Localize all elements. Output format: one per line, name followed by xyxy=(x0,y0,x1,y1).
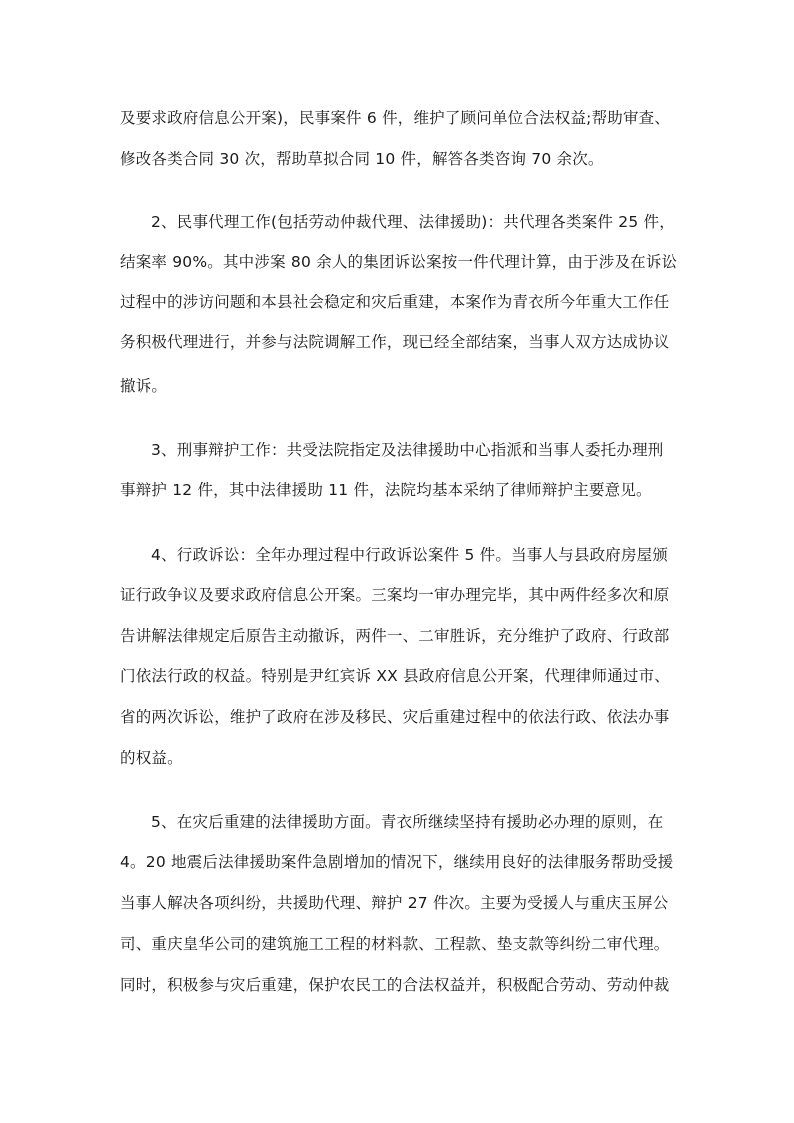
text-line: 门依法行政的权益。特别是尹红宾诉 XX 县政府信息公开案，代理律师通过市、 xyxy=(120,667,670,685)
paragraph-5-start: 5、在灾后重建的法律援助方面。青衣所继续坚持有援助必办理的原则，在 xyxy=(151,813,664,831)
text-line: 告讲解法律规定后原告主动撤诉，两件一、二审胜诉，充分维护了政府、行政部 xyxy=(120,627,670,645)
text-line: 修改各类合同 30 次，帮助草拟合同 10 件，解答各类咨询 70 余次。 xyxy=(120,150,604,168)
text-line: 4。20 地震后法律援助案件急剧增加的情况下，继续用良好的法律服务帮助受援 xyxy=(120,853,674,871)
text-line: 撤诉。 xyxy=(120,377,168,395)
paragraph-4-start: 4、行政诉讼：全年办理过程中行政诉讼案件 5 件。当事人与县政府房屋颁 xyxy=(151,546,669,564)
text-line: 事辩护 12 件，其中法律援助 11 件，法院均基本采纳了律师辩护主要意见。 xyxy=(120,481,652,499)
text-line: 过程中的涉访问题和本县社会稳定和灾后重建，本案作为青衣所今年重大工作任 xyxy=(120,293,670,311)
text-line: 务积极代理进行，并参与法院调解工作，现已经全部结案，当事人双方达成协议 xyxy=(120,333,670,351)
paragraph-2-start: 2、民事代理工作(包括劳动仲裁代理、法律援助)：共代理各类案件 25 件， xyxy=(151,213,675,231)
text-line: 司、重庆皇华公司的建筑施工工程的材料款、工程款、垫支款等纠纷二审代理。 xyxy=(120,935,670,953)
text-line: 证行政争议及要求政府信息公开案。三案均一审办理完毕，其中两件经多次和原 xyxy=(120,586,670,604)
text-line: 当事人解决各项纠纷，共援助代理、辩护 27 件次。主要为受援人与重庆玉屏公 xyxy=(120,894,669,912)
text-line: 结案率 90%。其中涉案 80 余人的集团诉讼案按一件代理计算，由于涉及在诉讼 xyxy=(120,253,678,271)
text-line: 的权益。 xyxy=(120,749,183,767)
text-line: 省的两次诉讼，维护了政府在涉及移民、灾后重建过程中的依法行政、依法办事 xyxy=(120,708,670,726)
paragraph-3-start: 3、刑事辩护工作：共受法院指定及法律援助中心指派和当事人委托办理刑 xyxy=(151,441,664,459)
text-line: 同时，积极参与灾后重建，保护农民工的合法权益并，积极配合劳动、劳动仲裁 xyxy=(120,976,670,994)
text-line: 及要求政府信息公开案)，民事案件 6 件，维护了顾问单位合法权益;帮助审查、 xyxy=(120,109,671,127)
